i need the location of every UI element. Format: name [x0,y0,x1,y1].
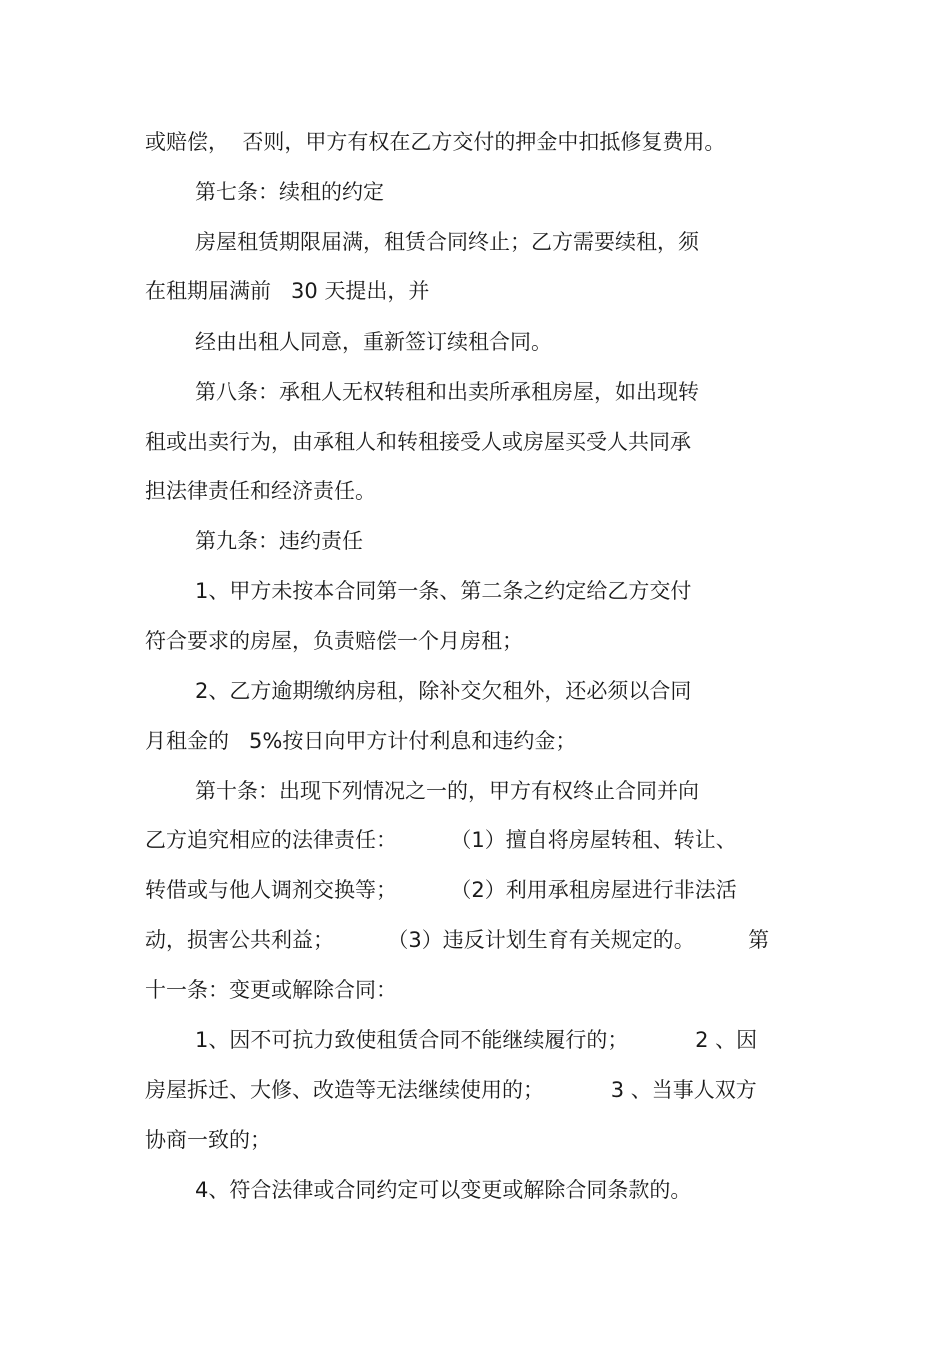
heading-article-8: 第八条：承租人无权转租和出卖所承租房屋，如出现转 [195,380,699,404]
text-line-3: 房屋租赁期限届满，租赁合同终止；乙方需要续租，须 [195,230,699,254]
text-line-4: 在租期届满前 30 天提出，并 [145,279,430,303]
heading-article-10: 第十条：出现下列情况之一的，甲方有权终止合同并向 [195,779,699,803]
heading-article-11: 十一条：变更或解除合同： [145,978,397,1002]
text-line-7: 租或出卖行为，由承租人和转租接受人或房屋买受人共同承 [145,430,691,454]
text-line-5: 经由出租人同意，重新签订续租合同。 [195,330,552,354]
text-line-15: 乙方追究相应的法律责任： （1）擅自将房屋转租、转让、 [145,828,737,852]
text-line-13: 月租金的 5%按日向甲方计付利息和违约金； [145,729,577,753]
text-line-19: 1、因不可抗力致使租赁合同不能继续履行的； 2 、因 [195,1028,758,1052]
text-line-11: 符合要求的房屋，负责赔偿一个月房租； [145,629,523,653]
text-line-20: 房屋拆迁、大修、改造等无法继续使用的； 3 、当事人双方 [145,1078,757,1102]
heading-article-9: 第九条：违约责任 [195,529,363,553]
text-line-21: 协商一致的； [145,1128,271,1152]
text-line-8: 担法律责任和经济责任。 [145,479,376,503]
text-line-17: 动，损害公共利益； （3）违反计划生育有关规定的。 第 [145,928,770,952]
text-line-10: 1、甲方未按本合同第一条、第二条之约定给乙方交付 [195,579,692,603]
text-line-1: 或赔偿， 否则，甲方有权在乙方交付的押金中扣抵修复费用。 [145,130,726,154]
text-line-16: 转借或与他人调剂交换等； （2）利用承租房屋进行非法活 [145,878,737,902]
heading-article-7: 第七条：续租的约定 [195,180,384,204]
text-line-22: 4、符合法律或合同约定可以变更或解除合同条款的。 [195,1178,692,1202]
text-line-12: 2、乙方逾期缴纳房租，除补交欠租外，还必须以合同 [195,679,692,703]
